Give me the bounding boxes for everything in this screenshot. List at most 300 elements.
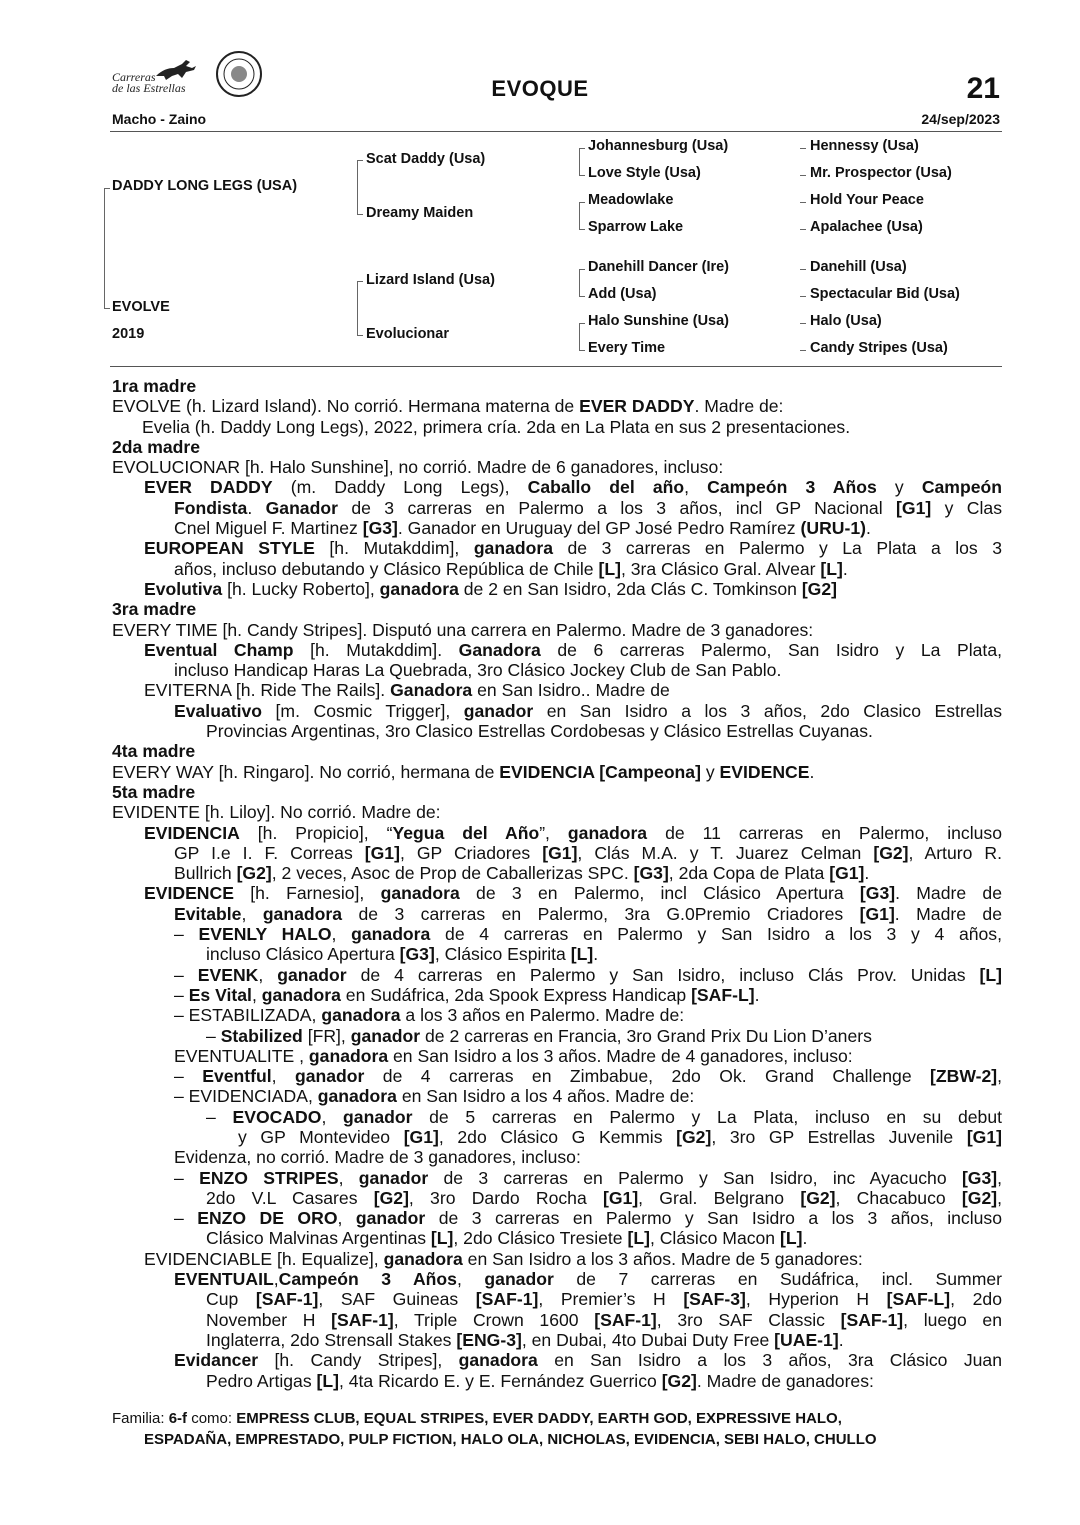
text: , 2do <box>950 1289 1002 1310</box>
text: , <box>321 1106 344 1127</box>
bold-text: [SAF-3] <box>683 1289 746 1310</box>
text-line <box>112 477 1002 497</box>
text-line <box>112 1026 1002 1046</box>
text: . <box>865 518 871 539</box>
text: ”, <box>539 822 568 843</box>
page-number: 21 <box>966 72 1000 105</box>
bold-text: ganadora <box>261 984 341 1005</box>
logo-text-1: Carreras <box>112 70 156 84</box>
text-line <box>112 1066 1002 1086</box>
text: en San Isidro a los 4 años. Madre de: <box>396 1086 695 1107</box>
text: , <box>251 984 262 1005</box>
text: de 7 carreras en Sudáfrica, incl. Summer <box>553 1269 1002 1290</box>
text: de 4 carreras en Zimbabue, 2do Ok. Grand Challenge <box>364 1066 931 1087</box>
text-line <box>112 457 1002 477</box>
bold-text: [G2] <box>961 1187 998 1208</box>
text: Bullrich <box>174 863 237 884</box>
bold-text: [SAF-1] <box>475 1289 539 1310</box>
pedigree-g3-8: Every Time <box>588 340 666 356</box>
text: . Madre de: <box>694 396 784 417</box>
bold-text: EMPRESS CLUB, EQUAL STRIPES, EVER DADDY, EARTH GOD, EXPRESSIVE HALO, <box>236 1410 842 1427</box>
bold-text: EVENTUAIL <box>174 1269 274 1290</box>
bold-text: [SAF-1] <box>594 1309 657 1330</box>
text: Evelia (h. Daddy Long Legs), 2022, primera cría. 2da en La Plata en sus 2 presentaciones. <box>142 416 851 437</box>
bold-text: [L] <box>820 558 843 579</box>
text: en San Isidro a los 3 años, 2do Clasico Estrellas <box>533 700 1002 721</box>
text-line <box>112 721 1002 741</box>
bold-text: [G1] <box>364 842 400 863</box>
bold-text: Campeón 3 Años <box>278 1269 457 1290</box>
text: [h. Farnesio], <box>233 883 381 904</box>
pedigree-g4-4: Apalachee (Usa) <box>810 219 923 235</box>
text: – <box>206 1025 221 1046</box>
text: , Premier’s H <box>538 1289 684 1310</box>
text: EVERY TIME [h. Candy Stripes]. Disputó una carrera en Palermo. Madre de 3 ganadores: <box>112 619 814 640</box>
bold-text: Campeón 3 Años <box>707 477 877 498</box>
text: de 2 carreras en Francia, 3ro Grand Prix Du Lion D’aners <box>420 1025 872 1046</box>
bold-text: ganadora <box>379 578 459 599</box>
text: en San Isidro a los 3 años, 3ra Clásico Juan <box>537 1350 1002 1371</box>
text: de 4 carreras en Palermo y San Isidro a los 3 y 4 años, <box>430 924 1002 945</box>
text: de 3 carreras en Palermo y La Plata a los 3 <box>553 538 1002 559</box>
text: – <box>206 1106 233 1127</box>
text: de 3 carreras en Palermo y San Isidro a los 3 años, incluso <box>425 1208 1002 1229</box>
bold-text: ganadora <box>308 1045 389 1066</box>
text-line <box>112 620 1002 640</box>
text: [h. Mutakddim], <box>314 538 474 559</box>
text: Provincias Argentinas, 3ro Clasico Estrellas Cordobesas y Clásico Estrellas Cuyanas. <box>206 721 873 742</box>
text-line <box>112 579 1002 599</box>
text: EVENTUALITE , <box>174 1045 309 1066</box>
text-line <box>112 762 1002 782</box>
text-line <box>112 660 1002 680</box>
text: , <box>337 1208 356 1229</box>
bold-text: Ganador <box>265 497 338 518</box>
text: . <box>802 1228 808 1249</box>
bold-text: [G2] <box>873 842 909 863</box>
text: , Clásico Espirita <box>434 944 571 965</box>
text: [h. Candy Stripes], <box>258 1350 459 1371</box>
bold-text: EVENLY HALO <box>198 924 332 945</box>
text: , Gral. Belgrano <box>638 1187 801 1208</box>
pedigree-g3-3: Meadowlake <box>588 192 674 208</box>
bold-text: EVIDENCE <box>719 761 810 782</box>
bold-text: [L] <box>570 944 594 965</box>
bold-text: EVER DADDY <box>144 477 273 498</box>
bold-text: ganador <box>350 1025 421 1046</box>
text: , SAF Guineas <box>318 1289 476 1310</box>
text: de 3 en Palermo, incl Clásico Apertura <box>459 883 860 904</box>
text: EVIDENTE [h. Liloy]. No corrió. Madre de: <box>112 802 441 823</box>
text: EVERY WAY [h. Ringaro]. No corrió, hermana de <box>112 761 500 782</box>
bold-text: [SAF-1] <box>840 1309 904 1330</box>
bold-text: [SAF-1] <box>255 1289 319 1310</box>
text-line <box>112 965 1002 985</box>
bold-text: ganador <box>355 1208 426 1229</box>
text: – <box>174 924 199 945</box>
text: , <box>273 1269 279 1290</box>
bold-text: Yegua del Año <box>392 822 540 843</box>
text: y Clas <box>931 497 1002 518</box>
bold-text: [SAF-1] <box>331 1309 394 1330</box>
text: , Chacabuco <box>835 1187 962 1208</box>
pedigree-g2-3: Lizard Island (Usa) <box>366 272 495 288</box>
text: , <box>997 1066 1002 1087</box>
text: – <box>174 1167 200 1188</box>
pedigree-g3-1: Johannesburg (Usa) <box>588 138 729 154</box>
text-line <box>112 1188 1002 1208</box>
bold-text: [G2] <box>661 1370 697 1391</box>
text-line <box>112 883 1002 903</box>
bold-text: [G2] <box>800 1187 836 1208</box>
text-line <box>112 559 1002 579</box>
bold-text: [G1] <box>896 497 932 518</box>
text: y <box>876 477 922 498</box>
bold-text: [SAF-L] <box>691 984 755 1005</box>
text: de 3 carreras en Palermo, 3ra G.0Premio Criadores <box>342 903 860 924</box>
text-line <box>112 1350 1002 1370</box>
text: , <box>684 477 708 498</box>
bold-text: Ganadora <box>390 680 473 701</box>
text: GP I.e I. F. Correas <box>174 842 365 863</box>
text: , Clás M.A. y T. Juarez Celman <box>577 842 874 863</box>
bold-text: EVOCADO <box>232 1106 322 1127</box>
text: , <box>997 1167 1002 1188</box>
text-line <box>112 802 1002 822</box>
text: de 3 carreras en Palermo a los 3 años, incl GP Nacional <box>337 497 897 518</box>
text: Cnel Miguel F. Martinez <box>174 518 363 539</box>
bold-text: [G2] <box>676 1126 712 1147</box>
text: – EVIDENCIADA, <box>174 1086 318 1107</box>
text-line <box>112 823 1002 843</box>
bold-text: EVIDENCIA [Campeona] <box>499 761 701 782</box>
bold-text: [G3] <box>362 518 398 539</box>
bold-text: Es Vital <box>188 984 252 1005</box>
pedigree-g4-1: Hennessy (Usa) <box>810 138 919 154</box>
text-line <box>112 1269 1002 1289</box>
text-line <box>112 1168 1002 1188</box>
pedigree-g3-4: Sparrow Lake <box>588 219 684 235</box>
text-line <box>112 1107 1002 1127</box>
text: como: <box>187 1410 237 1427</box>
bold-text: [G1] <box>542 842 578 863</box>
text-line <box>112 843 1002 863</box>
bold-text: ganador <box>358 1167 429 1188</box>
text: – <box>174 964 198 985</box>
text: , 2do Clásico G Kemmis <box>438 1126 677 1147</box>
pedigree-g2-4: Evolucionar <box>366 326 449 342</box>
text: . <box>842 558 848 579</box>
section-heading <box>112 741 1002 761</box>
section-heading <box>112 437 1002 457</box>
family-line-1 <box>112 1408 1002 1429</box>
bold-text: Ganadora <box>458 639 541 660</box>
text: Pedro Artigas <box>206 1370 317 1391</box>
text: EVOLUCIONAR [h. Halo Sunshine], no corrió. Madre de 6 ganadores, incluso: <box>112 457 724 478</box>
text-line <box>112 1330 1002 1350</box>
bold-text: 5ta madre <box>112 781 196 802</box>
bold-text: ganadora <box>383 1248 463 1269</box>
text-line <box>112 1005 1002 1025</box>
text-line <box>112 1127 1002 1147</box>
pedigree-g4-7: Halo (Usa) <box>810 313 882 329</box>
bold-text: [G1] <box>403 1126 439 1147</box>
text: a los 3 años en Palermo. Madre de: <box>400 1005 685 1026</box>
text: – <box>174 1208 198 1229</box>
text-line <box>112 680 1002 700</box>
bold-text: [SAF-L] <box>886 1289 951 1310</box>
text: incluso Clásico Apertura <box>206 944 400 965</box>
text: . <box>838 1329 844 1350</box>
bold-text: EVER DADDY <box>579 396 695 417</box>
text: . <box>754 984 760 1005</box>
bold-text: [G1] <box>859 903 895 924</box>
pedigree-g2-2: Dreamy Maiden <box>366 205 474 221</box>
bold-text: [G2] <box>801 578 838 599</box>
text: , <box>271 1066 295 1087</box>
text: en Sudáfrica, 2da Spook Express Handicap <box>340 984 692 1005</box>
text-line <box>112 396 1002 416</box>
bold-text: [G2] <box>373 1187 409 1208</box>
text: de 5 carreras en Palermo y La Plata, incluso en su debut <box>412 1106 1002 1127</box>
bold-text: [L] <box>430 1228 454 1249</box>
bold-text: ganador <box>277 964 347 985</box>
pedigree-g2-1: Scat Daddy (Usa) <box>366 151 486 167</box>
bold-text: [ZBW-2] <box>930 1066 998 1087</box>
text: November H <box>206 1309 332 1330</box>
text: , Clásico Macon <box>649 1228 780 1249</box>
text: de 11 carreras en Palermo, incluso <box>647 822 1002 843</box>
bold-text: [UAE-1] <box>774 1329 839 1350</box>
pedigree-notes <box>112 376 1002 1391</box>
text: , 4ta Ricardo E. y E. Fernández Guerrico <box>338 1370 662 1391</box>
text: . <box>593 944 599 965</box>
bold-text: [G2] <box>236 863 272 884</box>
text-line <box>112 498 1002 518</box>
bold-text: [ENG-3] <box>456 1329 522 1350</box>
text: , <box>331 924 352 945</box>
bold-text: ganadora <box>321 1005 401 1026</box>
text: de 2 en San Isidro, 2da Clás C. Tomkinson <box>458 578 802 599</box>
bold-text: Evidancer <box>174 1350 259 1371</box>
bold-text: ESPADAÑA, EMPRESTADO, PULP FICTION, HALO OLA, NICHOLAS, EVIDENCIA, SEBI HALO, CHULLO <box>144 1431 877 1448</box>
text: , Arturo R. <box>908 842 1002 863</box>
bold-text: ganador <box>343 1106 413 1127</box>
bold-text: [G1] <box>966 1126 1002 1147</box>
bold-text: EVIDENCIA <box>144 822 240 843</box>
text: , <box>997 1187 1002 1208</box>
text: [h. Propicio], “ <box>239 822 393 843</box>
text: y <box>700 761 720 782</box>
pedigree-chart <box>0 0 1080 370</box>
text-line <box>112 1147 1002 1167</box>
bold-text: 4ta madre <box>112 741 196 762</box>
bold-text: Evaluativo <box>174 700 263 721</box>
pedigree-g4-6: Spectacular Bid (Usa) <box>810 286 960 302</box>
pedigree-year: 2019 <box>112 326 145 342</box>
text: – <box>174 984 189 1005</box>
text: de 3 carreras en Palermo y San Isidro, inc Ayacucho <box>428 1167 962 1188</box>
text-line <box>112 538 1002 558</box>
text: [FR], <box>302 1025 351 1046</box>
bold-text: Evitable <box>174 903 242 924</box>
text: , 3ro SAF Classic <box>656 1309 841 1330</box>
text: EVITERNA [h. Ride The Rails]. <box>144 680 391 701</box>
text: , GP Criadores <box>399 842 543 863</box>
bold-text: EVENK <box>197 964 259 985</box>
text: Familia: <box>112 1410 169 1427</box>
sex-color: Macho - Zaino <box>112 111 207 127</box>
bold-text: 2da madre <box>112 436 201 457</box>
bold-text: Evolutiva <box>144 578 223 599</box>
text: en San Isidro a los 3 años. Madre de 5 ganadores: <box>462 1248 863 1269</box>
bold-text: Campeón <box>921 477 1002 498</box>
text: – ESTABILIZADA, <box>174 1005 322 1026</box>
horse-name-title: EVOQUE <box>491 76 589 101</box>
text: , <box>258 964 278 985</box>
bold-text: [G3] <box>859 883 896 904</box>
text-line <box>112 640 1002 660</box>
text-line <box>112 944 1002 964</box>
bold-text: (URU-1) <box>800 518 866 539</box>
section-heading <box>112 376 1002 396</box>
bold-text: ENZO STRIPES <box>199 1167 339 1188</box>
family-line-2 <box>112 1429 1034 1450</box>
text: . Madre de <box>894 903 1002 924</box>
text: [h. Lucky Roberto], <box>222 578 380 599</box>
text: de 6 carreras Palermo, San Isidro y La Plata, <box>540 639 1002 660</box>
text: , 2do Clásico Tresiete <box>453 1228 628 1249</box>
text: – <box>174 1066 203 1087</box>
text: (m. Daddy Long Legs), <box>272 477 528 498</box>
text-line <box>112 518 1002 538</box>
text: . <box>864 863 870 884</box>
text: y GP Montevideo <box>238 1126 404 1147</box>
text: incluso Handicap Haras La Quebrada, 3ro Clásico Jockey Club de San Pablo. <box>174 660 782 681</box>
text-line <box>112 1228 1002 1248</box>
pedigree-g4-8: Candy Stripes (Usa) <box>810 340 948 356</box>
bold-text: ganador <box>294 1066 365 1087</box>
text: años, incluso debutando y Clásico República de Chile <box>174 558 599 579</box>
text-line <box>112 985 1002 1005</box>
text: Inglaterra, 2do Strensall Stakes <box>206 1329 457 1350</box>
text-line <box>112 1371 1002 1391</box>
logo-text-2: de las Estrellas <box>112 81 186 95</box>
text: Clásico Malvinas Argentinas <box>206 1228 431 1249</box>
text: , luego en <box>903 1309 1002 1330</box>
text-line <box>112 1086 1002 1106</box>
bold-text: ganador <box>484 1269 554 1290</box>
pedigree-g4-3: Hold Your Peace <box>810 192 924 208</box>
text-line <box>112 924 1002 944</box>
bold-text: Eventual Champ <box>144 639 294 660</box>
text: . Madre de <box>895 883 1002 904</box>
bold-text: 1ra madre <box>112 376 197 396</box>
bold-text: Fondista <box>174 497 248 518</box>
text: EVIDENCIABLE [h. Equalize], <box>144 1248 384 1269</box>
bold-text: ganadora <box>351 924 431 945</box>
pedigree-g3-6: Add (Usa) <box>588 286 657 302</box>
bold-text: ganadora <box>317 1086 397 1107</box>
bold-text: Eventful <box>202 1066 272 1087</box>
text: , <box>241 903 263 924</box>
text: , 2 veces, Asoc de Prop de Caballerizas SPC. <box>271 863 634 884</box>
bold-text: ganadora <box>380 883 460 904</box>
text: de 4 carreras en Palermo y San Isidro, incluso Clás Prov. Unidas <box>346 964 980 985</box>
bold-text: EVIDENCE <box>144 883 234 904</box>
bold-text: ganadora <box>473 538 554 559</box>
bold-text: 3ra madre <box>112 599 197 620</box>
text: , <box>338 1167 359 1188</box>
pedigree-g3-7: Halo Sunshine (Usa) <box>588 313 729 329</box>
text-line <box>112 1046 1002 1066</box>
text: , Triple Crown 1600 <box>393 1309 595 1330</box>
text: , 2da Copa de Plata <box>668 863 830 884</box>
bold-text: [L] <box>627 1228 650 1249</box>
bold-text: Stabilized <box>220 1025 303 1046</box>
text-line <box>112 1310 1002 1330</box>
bold-text: [G3] <box>399 944 435 965</box>
bold-text: ENZO DE ORO <box>197 1208 338 1229</box>
text: , 3ra Clásico Gral. Alvear <box>620 558 821 579</box>
pedigree-dam: EVOLVE <box>112 299 170 315</box>
bold-text: [L] <box>779 1228 803 1249</box>
text-line <box>112 904 1002 924</box>
section-heading <box>112 599 1002 619</box>
divider <box>110 366 1002 367</box>
text: [h. Mutakddim]. <box>293 639 459 660</box>
bold-text: ganadora <box>262 903 343 924</box>
text: Cup <box>206 1289 256 1310</box>
text-line <box>112 1289 1002 1309</box>
bold-text: [L] <box>598 558 621 579</box>
bold-text: [G3] <box>961 1167 998 1188</box>
text-line <box>112 1208 1002 1228</box>
text: , <box>456 1269 485 1290</box>
bold-text: [G3] <box>633 863 669 884</box>
bold-text: ganadora <box>567 822 648 843</box>
bold-text: [G1] <box>602 1187 639 1208</box>
text: en San Isidro a los 3 años. Madre de 4 ganadores, incluso: <box>388 1045 853 1066</box>
bold-text: ganador <box>463 700 534 721</box>
text: [m. Cosmic Trigger], <box>262 700 464 721</box>
text-line <box>112 863 1002 883</box>
text-line <box>112 1249 1002 1269</box>
pedigree-g3-2: Love Style (Usa) <box>588 165 701 181</box>
bold-text: Caballo del año <box>527 477 685 498</box>
section-heading <box>112 782 1002 802</box>
text: , Hyperion H <box>745 1289 887 1310</box>
text: . Madre de ganadores: <box>696 1370 874 1391</box>
text-line <box>112 701 1002 721</box>
text: . Ganador en Uruguay del GP José Pedro Ramírez <box>397 518 801 539</box>
bold-text: [L] <box>979 964 1002 985</box>
bold-text: 6-f <box>168 1410 188 1427</box>
pedigree-g4-2: Mr. Prospector (Usa) <box>810 165 952 181</box>
text: EVOLVE (h. Lizard Island). No corrió. Hermana materna de <box>112 396 580 417</box>
pedigree-sire: DADDY LONG LEGS (USA) <box>112 178 298 194</box>
text: 2do V.L Casares <box>206 1187 374 1208</box>
bold-text: ganadora <box>458 1350 538 1371</box>
text: , 3ro Dardo Rocha <box>408 1187 603 1208</box>
text: . <box>809 761 815 782</box>
bold-text: [L] <box>316 1370 339 1391</box>
pedigree-g3-5: Danehill Dancer (Ire) <box>588 259 730 275</box>
text: , en Dubai, 4to Dubai Duty Free <box>521 1329 775 1350</box>
bold-text: EUROPEAN STYLE <box>144 538 315 559</box>
text: Evidenza, no corrió. Madre de 3 ganadores, incluso: <box>174 1147 581 1168</box>
pedigree-g4-5: Danehill (Usa) <box>810 259 907 275</box>
